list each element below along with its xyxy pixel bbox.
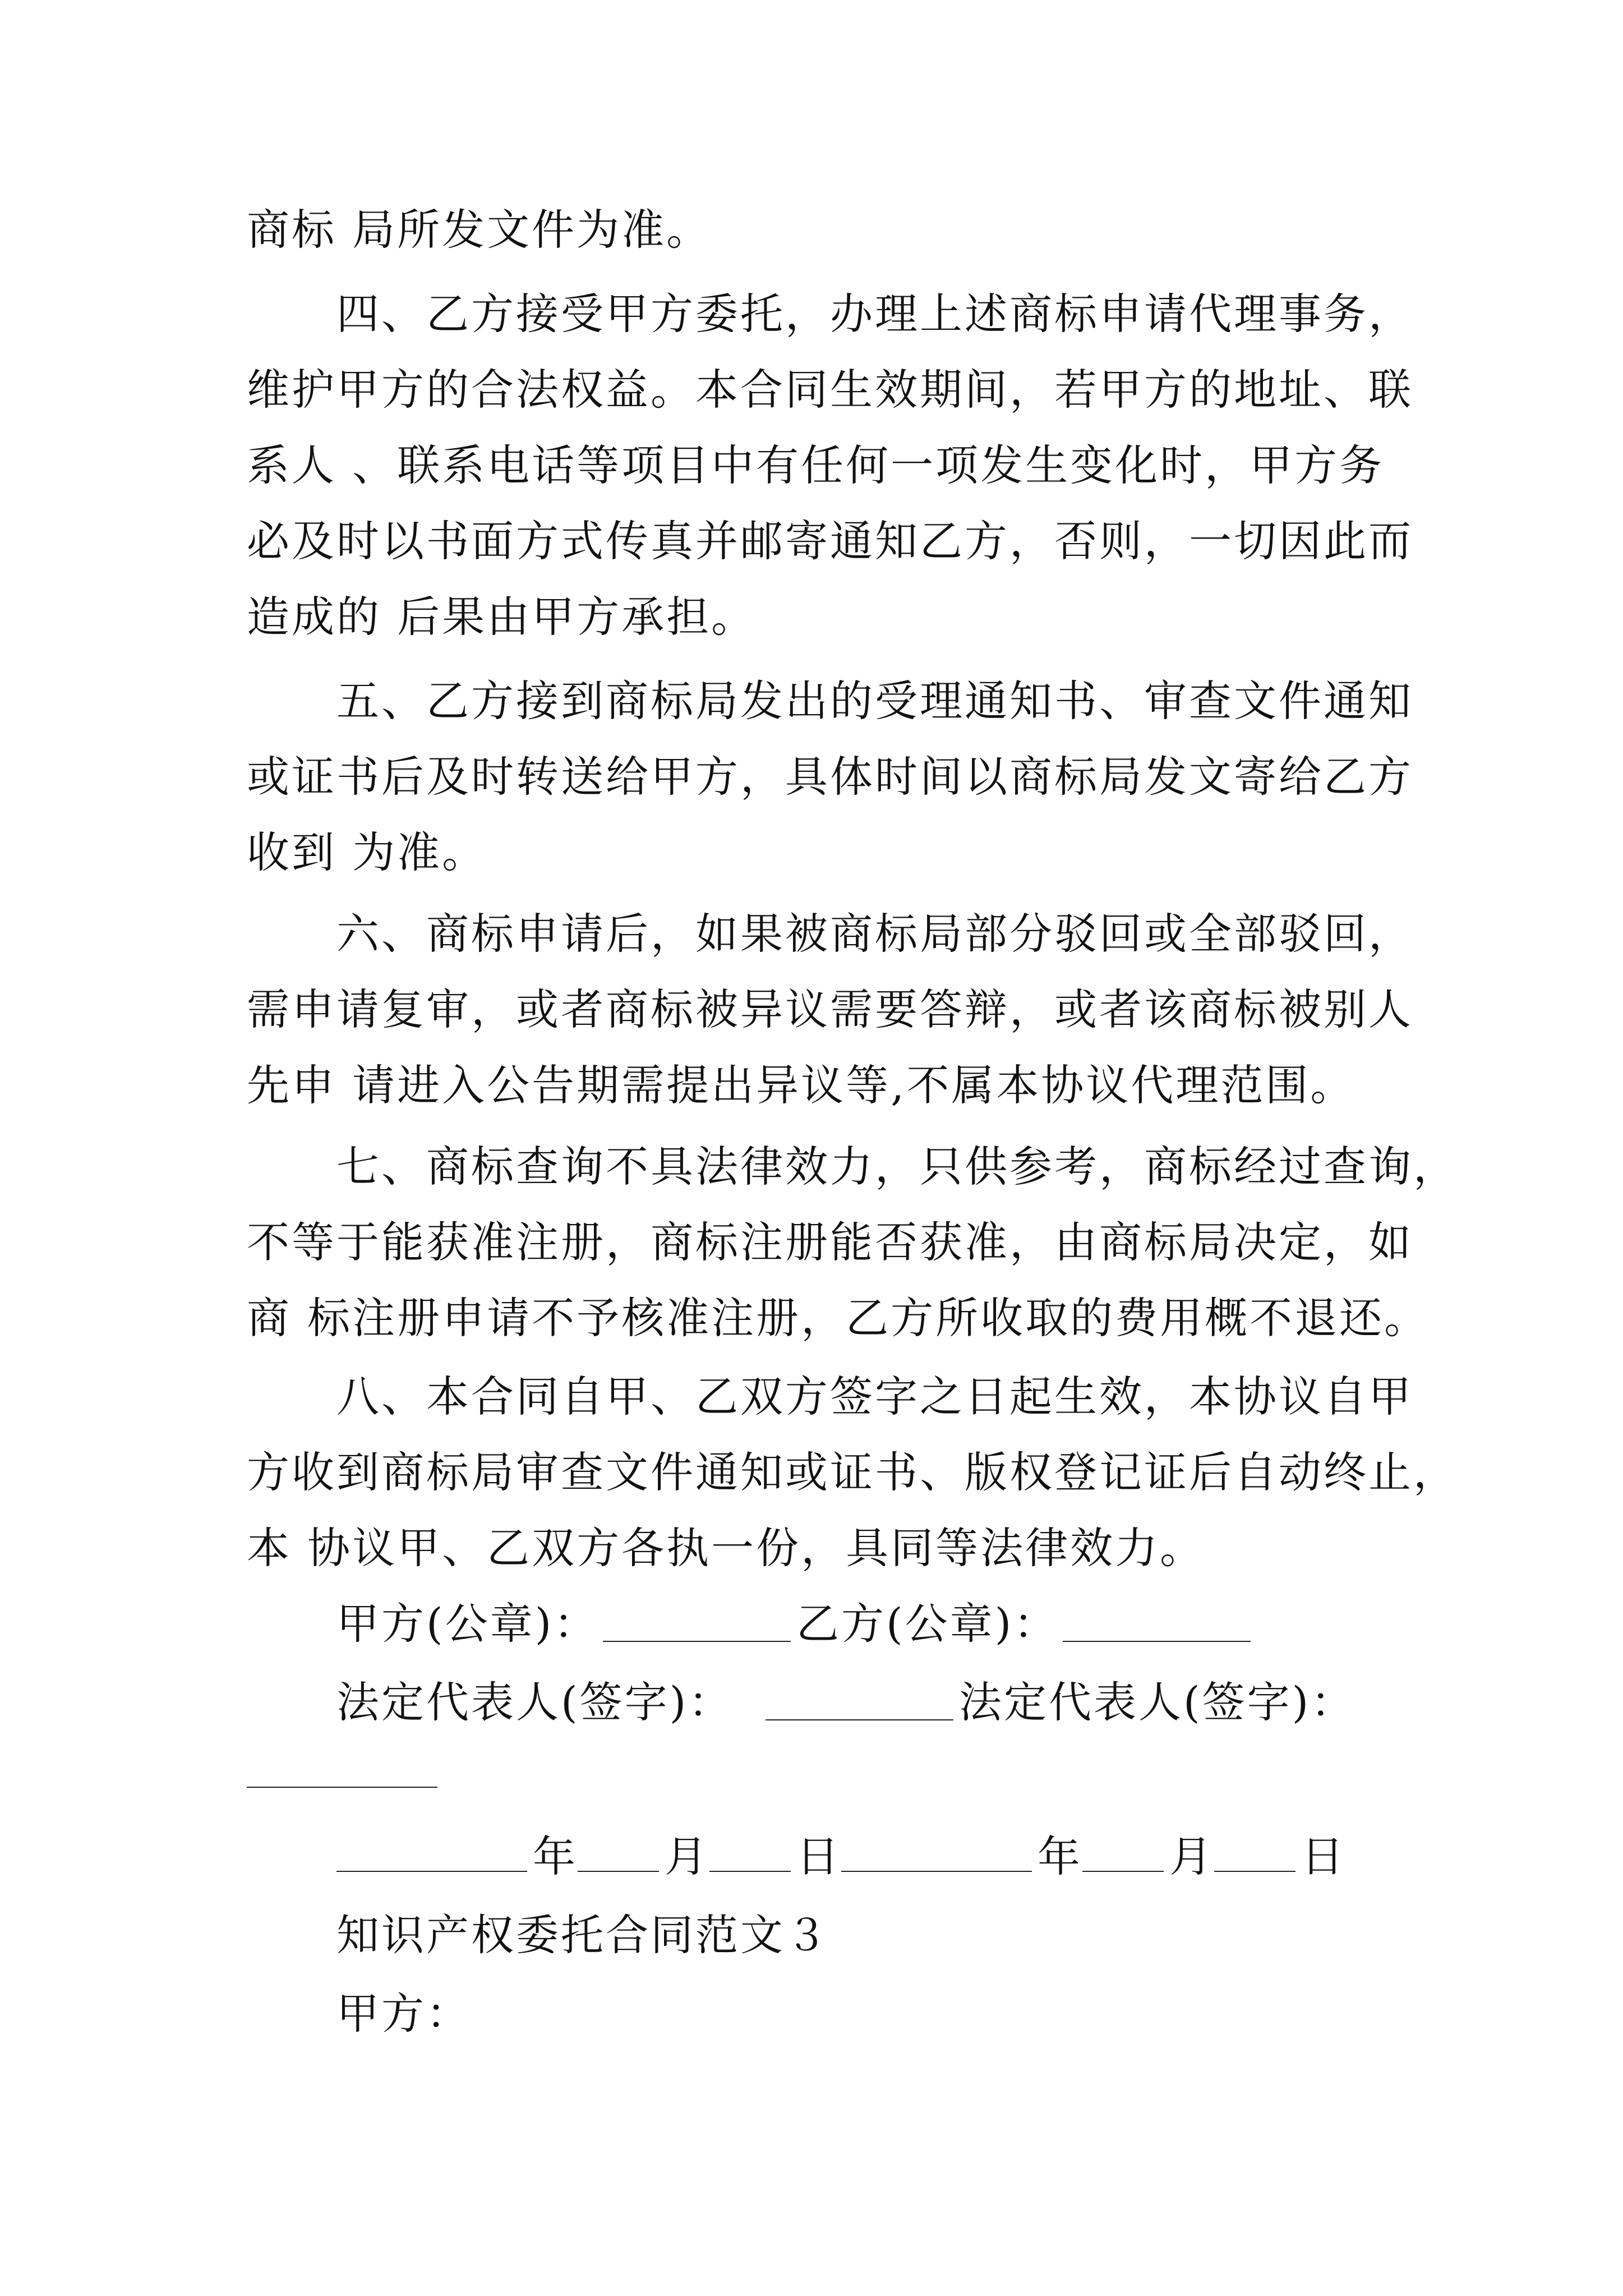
paragraph-line: 造成的 后果由甲方承担。	[247, 592, 757, 642]
paragraph-line: 先申 请进入公告期需提出异议等,不属本协议代理范围。	[247, 1060, 1355, 1110]
paragraph-line: 不等于能获准注册，商标注册能否获准，由商标局决定，如	[247, 1217, 1413, 1267]
date-b-month: 月	[1169, 1832, 1214, 1881]
date-b-day-blank	[1214, 1871, 1295, 1872]
paragraph-line: 方收到商标局审查文件通知或证书、版权登记证后自动终止，	[247, 1447, 1458, 1497]
clause-eight: 八、本合同自甲、乙双方签字之日起生效，本协议自甲	[336, 1372, 1413, 1421]
section-heading: 知识产权委托合同范文３	[336, 1910, 830, 1960]
paragraph-line: 本 协议甲、乙双方各执一份，具同等法律效力。	[247, 1523, 1205, 1573]
paragraph-line: 维护甲方的合法权益。本合同生效期间，若甲方的地址、联	[247, 365, 1413, 415]
date-b-month-blank	[1082, 1871, 1164, 1872]
date-b-year: 年	[1038, 1832, 1082, 1881]
clause-seven: 七、商标查询不具法律效力，只供参考，商标经过查询，	[336, 1142, 1458, 1191]
party-a-label: 甲方：	[336, 1989, 471, 2039]
date-a-year: 年	[533, 1832, 578, 1881]
date-a-day: 日	[796, 1832, 841, 1881]
paragraph-line: 或证书后及时转送给甲方，具体时间以商标局发文寄给乙方	[247, 752, 1413, 802]
date-a-year-blank	[336, 1871, 527, 1872]
party-a-seal-label: 甲方(公章)：	[336, 1599, 599, 1649]
paragraph-line: 商 标注册申请不予核准注册，乙方所收取的费用概不退还。	[247, 1293, 1430, 1343]
date-a-month-blank	[578, 1871, 659, 1872]
rep-b-label: 法定代表人(签字)：	[959, 1677, 1356, 1727]
paragraph-line: 收到 为准。	[247, 827, 487, 877]
paragraph-line: 系人 、联系电话等项目中有任何一项发生变化时，甲方务	[247, 440, 1385, 490]
paragraph-line: 需申请复审，或者商标被异议需要答辩，或者该商标被别人	[247, 984, 1413, 1034]
rep-a-label: 法定代表人(签字)：	[336, 1677, 734, 1727]
clause-four: 四、乙方接受甲方委托，办理上述商标申请代理事务，	[336, 289, 1413, 339]
party-b-seal-blank	[1063, 1641, 1251, 1642]
clause-six: 六、商标申请后，如果被商标局部分驳回或全部驳回，	[336, 909, 1413, 959]
rep-a-blank	[766, 1719, 953, 1720]
clause-five: 五、乙方接到商标局发出的受理通知书、审查文件通知	[336, 676, 1413, 726]
date-b-day: 日	[1301, 1832, 1346, 1881]
paragraph-line: 必及时以书面方式传真并邮寄通知乙方，否则，一切因此而	[247, 516, 1413, 566]
party-b-seal-label: 乙方(公章)：	[796, 1599, 1059, 1649]
paragraph-line: 商标 局所发文件为准。	[247, 205, 712, 255]
party-a-seal-blank	[603, 1641, 791, 1642]
date-b-year-blank	[841, 1871, 1032, 1872]
date-a-month: 月	[665, 1832, 709, 1881]
rep-b-blank	[247, 1787, 437, 1788]
date-a-day-blank	[709, 1871, 791, 1872]
